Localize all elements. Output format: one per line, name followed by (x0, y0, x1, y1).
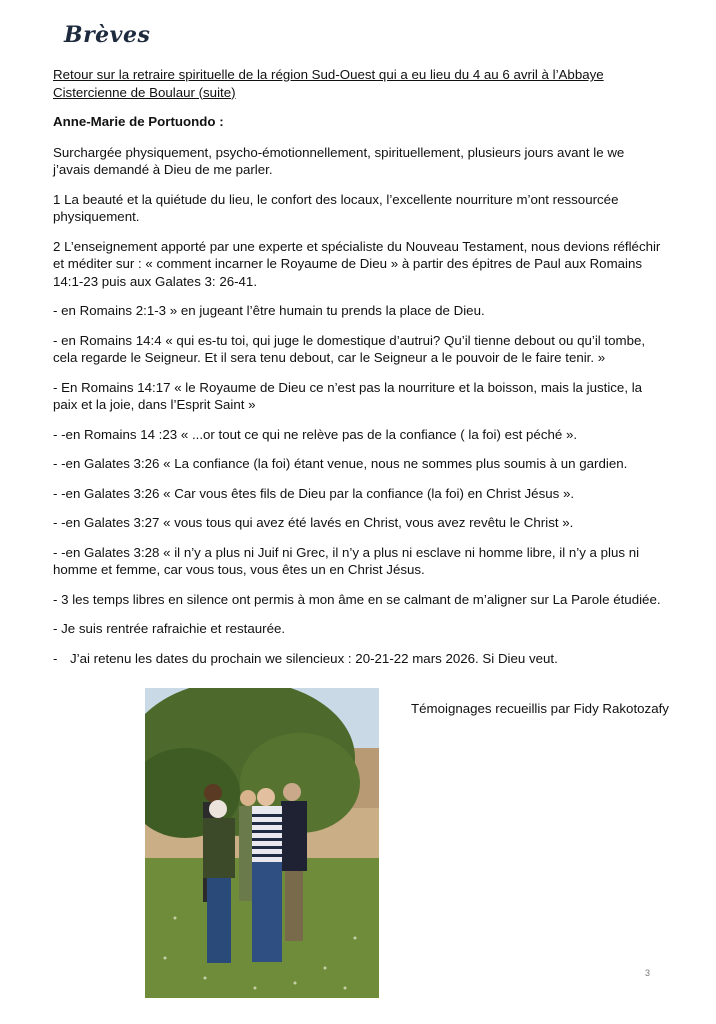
paragraph: 2 L’enseignement apporté par une experte et spécialiste du Nouveau Testament, nous devions réfléchir et méditer sur : « comment incarner le Royaume de Dieu » à partir des épitres de Paul aux Romains 14:1-23 puis aux Galates 3: 26-41. (53, 238, 661, 289)
group-photo (145, 688, 379, 998)
last-line (53, 650, 663, 668)
paragraph: - -en Galates 3:26 « La confiance (la foi) étant venue, nous ne sommes plus soumis à un gardien. (53, 456, 628, 471)
paragraph: - -en Galates 3:27 « vous tous qui avez été lavés en Christ, vous avez revêtu le Christ ». (53, 515, 574, 530)
group-photo-image (145, 688, 379, 998)
paragraph: - en Romains 2:1-3 » en jugeant l’être humain tu prends la place de Dieu. (53, 303, 485, 318)
article-title: Retour sur la retraire spirituelle de la région Sud-Ouest qui a eu lieu du 4 au 6 avril à l’Abbaye Cistercienne de Boulaur (suite) (53, 67, 604, 100)
paragraph: Surchargée physiquement, psycho-émotionnellement, spirituellement, plusieurs jours avant le we j’avais demandé à Dieu de me parler. (53, 144, 625, 177)
paragraph: - -en Galates 3:28 « il n’y a plus ni Juif ni Grec, il n’y a plus ni esclave ni homme libre, il n’y a plus ni homme et femme, car vous tous, vous êtes un en Christ Jésus. (53, 544, 640, 577)
bullet: - (53, 650, 58, 666)
last-line-text: J’ai retenu les dates du prochain we silencieux : 20-21-22 mars 2026. Si Dieu veut. (70, 650, 558, 666)
paragraph: - En Romains 14:17 « le Royaume de Dieu ce n’est pas la nourriture et la boisson, mais la justice, la paix et la joie, dans l’Esprit Saint » (53, 379, 643, 412)
paragraph: - -en Romains 14 :23 « ...or tout ce qui ne relève pas de la confiance ( la foi) est péché ». (53, 426, 578, 442)
paragraph: - 3 les temps libres en silence ont permis à mon âme en se calmant de m’aligner sur La Parole étudiée. (53, 591, 661, 607)
photo-credit: Témoignages recueillis par Fidy Rakotozafy (411, 701, 669, 716)
section-title: Brèves (64, 22, 151, 48)
paragraph: 1 La beauté et la quiétude du lieu, le confort des locaux, l’excellente nourriture m’ont ressourcée physiquement. (53, 191, 619, 224)
paragraph: - en Romains 14:4 « qui es-tu toi, qui juge le domestique d’autrui? Qu’il tienne debout ou qu’il tombe, cela regarde le Seigneur. Et il sera tenu debout, car le Seigneur a le pouvoir de le faire tenir. » (53, 332, 646, 365)
paragraph: - Je suis rentrée rafraichie et restaurée. (53, 621, 286, 636)
article-body (53, 66, 663, 679)
paragraph: - -en Galates 3:26 « Car vous êtes fils de Dieu par la confiance (la foi) en Christ Jésus ». (53, 485, 575, 501)
article-author: Anne-Marie de Portuondo : (53, 114, 224, 129)
page-number: 3 (645, 968, 651, 978)
